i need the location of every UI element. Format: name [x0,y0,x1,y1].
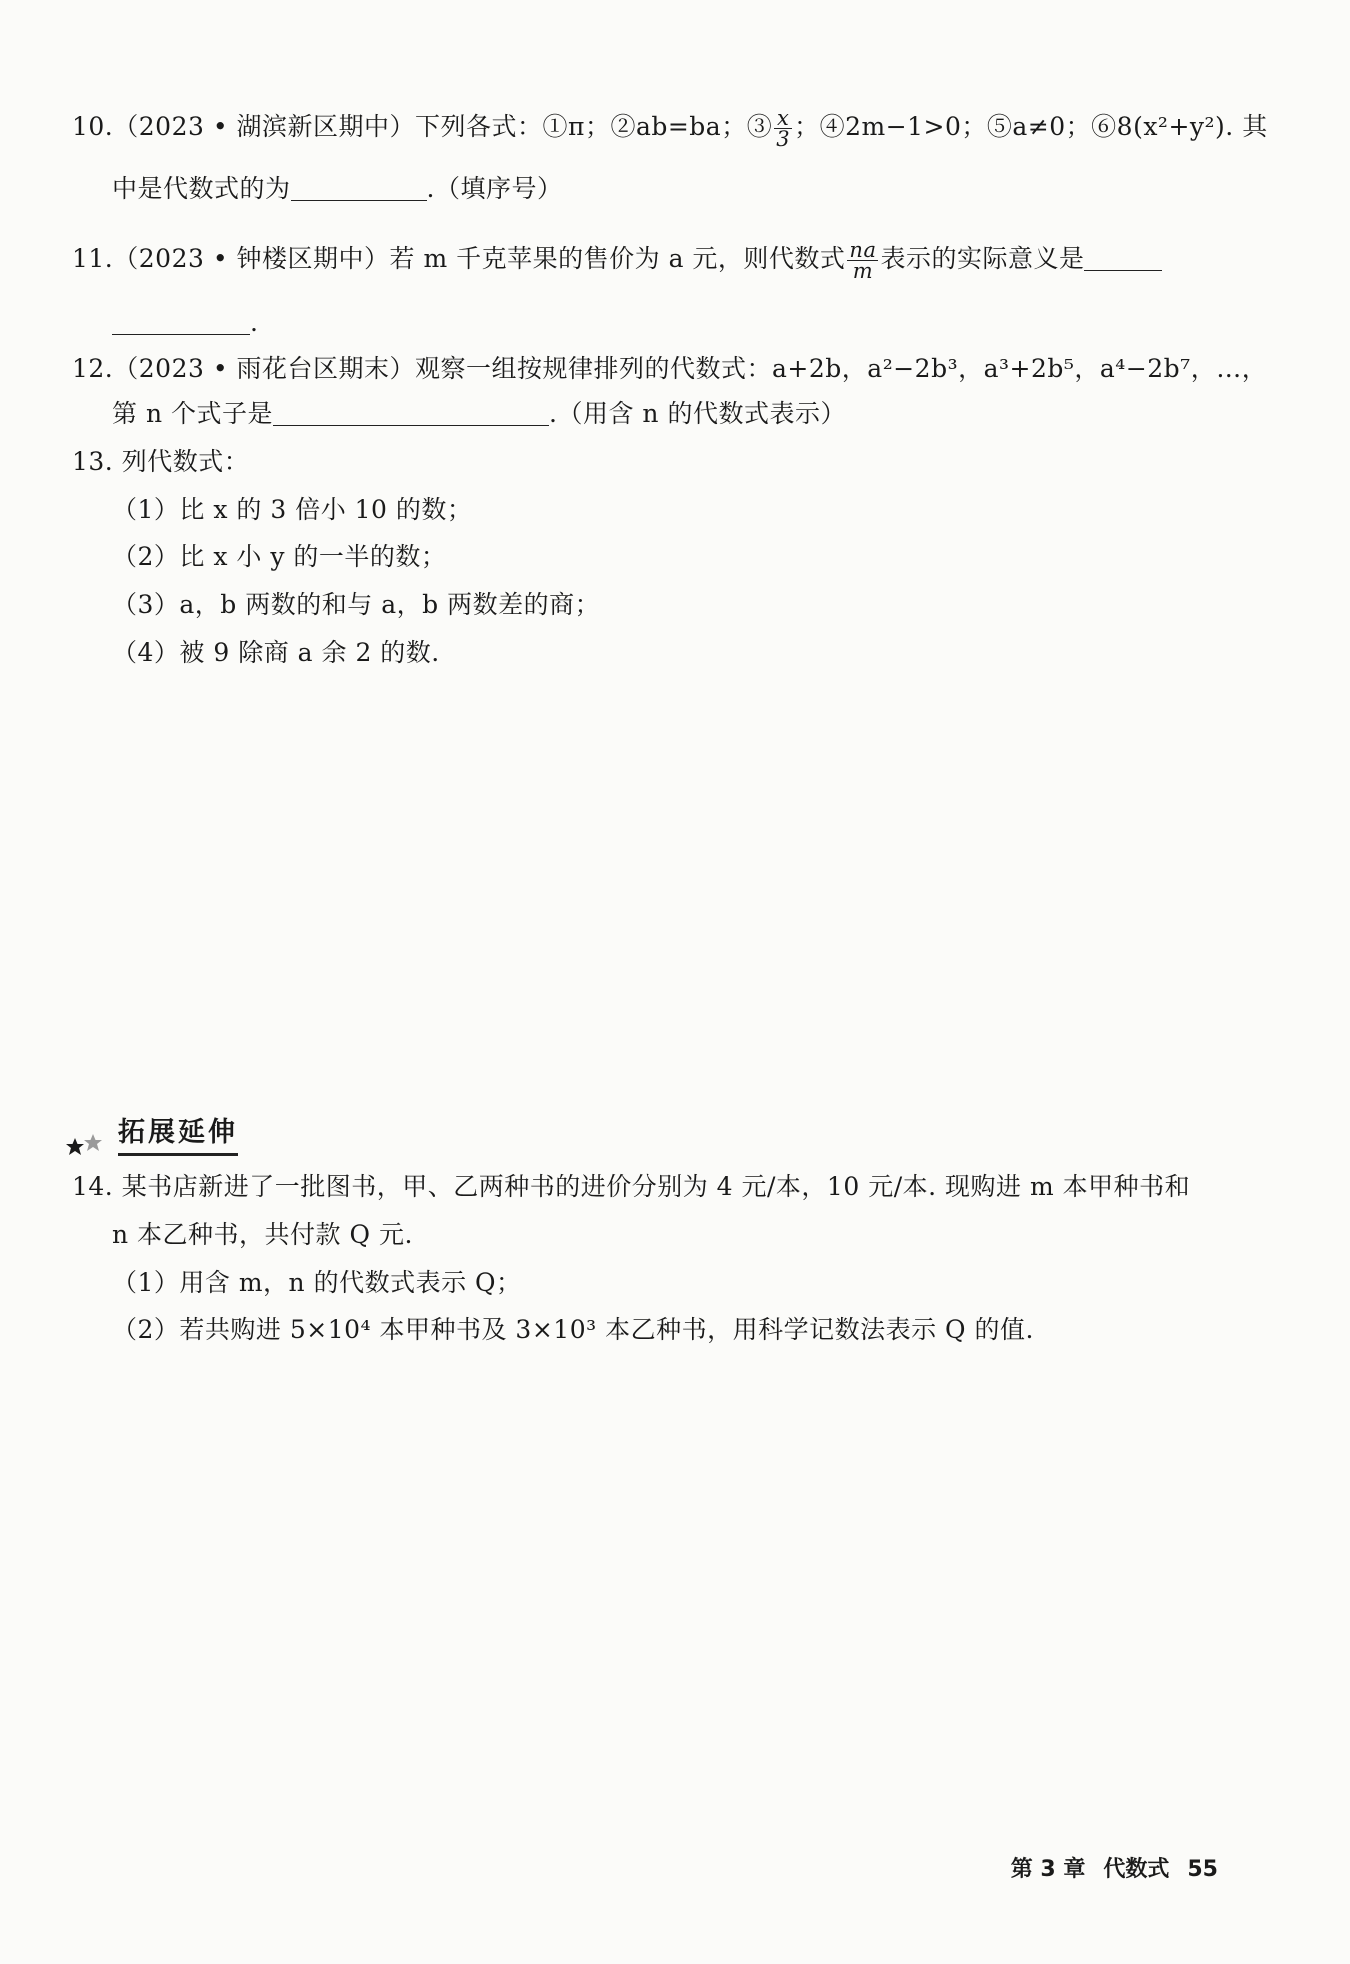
q10-frac-den: 3 [776,127,791,151]
q10-text-a: 10.（2023 • 湖滨新区期中）下列各式：①π；②ab=ba；③ [72,112,773,141]
q10-text-b: ；④2m−1>0；⑤a≠0；⑥8(x²+y²). 其 [794,112,1268,141]
q10-text-d: .（填序号） [426,174,563,203]
q12-text-b: 第 n 个式子是 [112,399,273,428]
q11-fraction [847,240,878,281]
q10-answer-blank[interactable] [291,174,427,201]
q11-answer-blank-2[interactable] [112,308,250,335]
q11-text-c: . [250,308,259,337]
question-14-item-2: （2）若共购进 5×10⁴ 本甲种书及 3×10³ 本乙种书，用科学记数法表示 Q 的值. [112,1315,1034,1344]
q12-answer-blank[interactable] [273,399,549,426]
question-13-item-1: （1）比 x 的 3 倍小 10 的数； [112,495,473,524]
page-number: 55 [1187,1857,1218,1882]
question-10-line-1 [72,108,1268,149]
question-14-line-1: 14. 某书店新进了一批图书，甲、乙两种书的进价分别为 4 元/本，10 元/本. 现购进 m 本甲种书和 [72,1172,1191,1201]
q11-text-b: 表示的实际意义是 [880,244,1085,273]
question-13-item-3: （3）a，b 两数的和与 a，b 两数差的商； [112,590,601,619]
q11-answer-blank-1[interactable] [1084,244,1162,271]
question-12-line-1 [72,352,1267,386]
question-10-line-2 [112,172,562,206]
q11-frac-den: m [852,259,874,283]
question-13-stem: 13. 列代数式： [72,447,250,476]
question-11-line-1 [72,240,1162,281]
q10-text-c: 中是代数式的为 [112,174,291,203]
question-13-item-4: （4）被 9 除商 a 余 2 的数. [112,638,440,667]
footer-chapter: 第 3 章 [1010,1857,1086,1882]
question-12-line-2 [112,397,846,431]
q11-frac-num: na [849,238,877,262]
page-footer [1011,1855,1218,1885]
question-11-line-2 [112,306,258,340]
q12-text-a: 12.（2023 • 雨花台区期末）观察一组按规律排列的代数式：a+2b，a²−2b³，a³+2b⁵，a⁴−2b⁷，…， [72,354,1268,383]
question-14-item-1: （1）用含 m，n 的代数式表示 Q； [112,1268,522,1297]
q10-fraction [774,108,792,149]
section-title: 拓展延伸 [118,1115,238,1156]
footer-chapter-title: 代数式 [1103,1857,1170,1882]
section-header [66,1115,238,1156]
q10-frac-num: x [774,108,792,129]
q12-text-c: .（用含 n 的代数式表示） [549,399,846,428]
question-14-line-2: n 本乙种书，共付款 Q 元. [112,1220,413,1249]
stars-icon [66,1130,110,1156]
question-13-item-2: （2）比 x 小 y 的一半的数； [112,542,447,571]
q11-text-a: 11.（2023 • 钟楼区期中）若 m 千克苹果的售价为 a 元，则代数式 [72,244,846,273]
